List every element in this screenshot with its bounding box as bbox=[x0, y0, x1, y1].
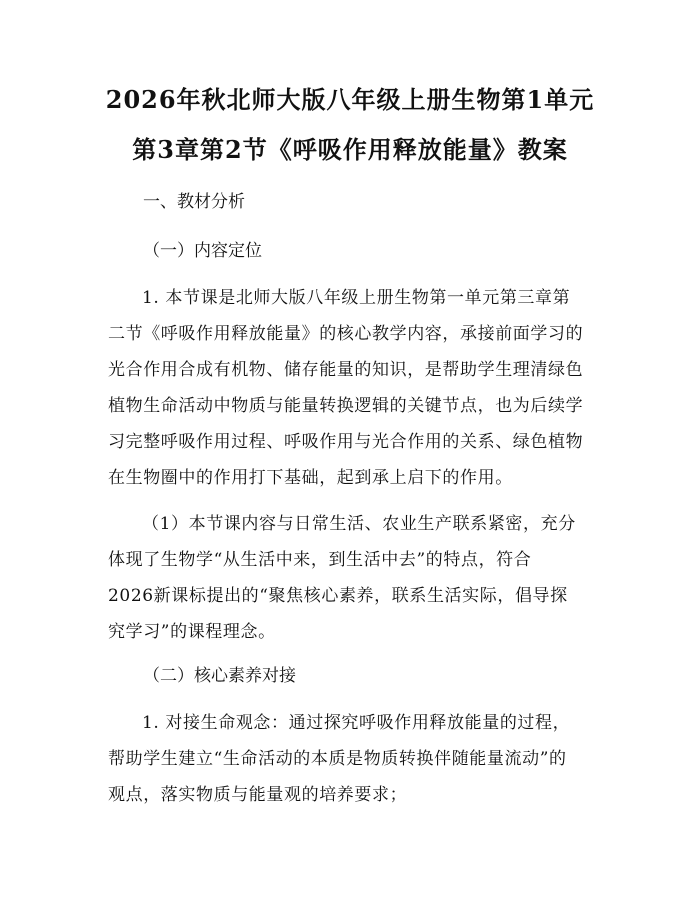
paragraph-line: 体现了生物学“从生活中来，到生活中去”的特点，符合 bbox=[108, 550, 532, 570]
paragraph-line: 植物生命活动中物质与能量转换逻辑的关键节点，也为后续学 bbox=[108, 396, 584, 416]
paragraph-line: 帮助学生建立“生命活动的本质是物质转换伴随能量流动”的 bbox=[108, 749, 567, 769]
paragraph-line: 习完整呼吸作用过程、呼吸作用与光合作用的关系、绿色植物 bbox=[108, 432, 584, 452]
section-heading-teaching-material-analysis: 一、教材分析 bbox=[143, 192, 245, 212]
paragraph-content-positioning bbox=[108, 286, 628, 502]
paragraph-line: 1. 本节课是北师大版八年级上册生物第一单元第三章第 bbox=[142, 288, 571, 308]
paragraph-line: 光合作用合成有机物、储存能量的知识，是帮助学生理清绿色 bbox=[108, 360, 584, 380]
paragraph-line: 观点，落实物质与能量观的培养要求； bbox=[108, 785, 408, 805]
paragraph-line: 二节《呼吸作用释放能量》的核心教学内容，承接前面学习的 bbox=[108, 324, 584, 344]
paragraph-life-connection bbox=[108, 512, 628, 656]
subsection-heading-core-literacy: （二）核心素养对接 bbox=[143, 666, 296, 686]
document-title-line-1: 2026年秋北师大版八年级上册生物第1单元 bbox=[105, 85, 595, 114]
paragraph-line: 2026新课标提出的“聚焦核心素养，联系生活实际，倡导探 bbox=[108, 586, 568, 606]
document-title-line-2: 第3章第2节《呼吸作用释放能量》教案 bbox=[132, 135, 568, 164]
paragraph-line: 1. 对接生命观念：通过探究呼吸作用释放能量的过程， bbox=[142, 713, 571, 733]
paragraph-line: （1）本节课内容与日常生活、农业生产联系紧密，充分 bbox=[142, 514, 576, 534]
paragraph-line: 究学习”的课程理念。 bbox=[108, 622, 276, 642]
subsection-heading-content-positioning: （一）内容定位 bbox=[143, 241, 262, 261]
paragraph-line: 在生物圈中的作用打下基础，起到承上启下的作用。 bbox=[108, 468, 513, 488]
paragraph-life-concept bbox=[108, 711, 628, 819]
